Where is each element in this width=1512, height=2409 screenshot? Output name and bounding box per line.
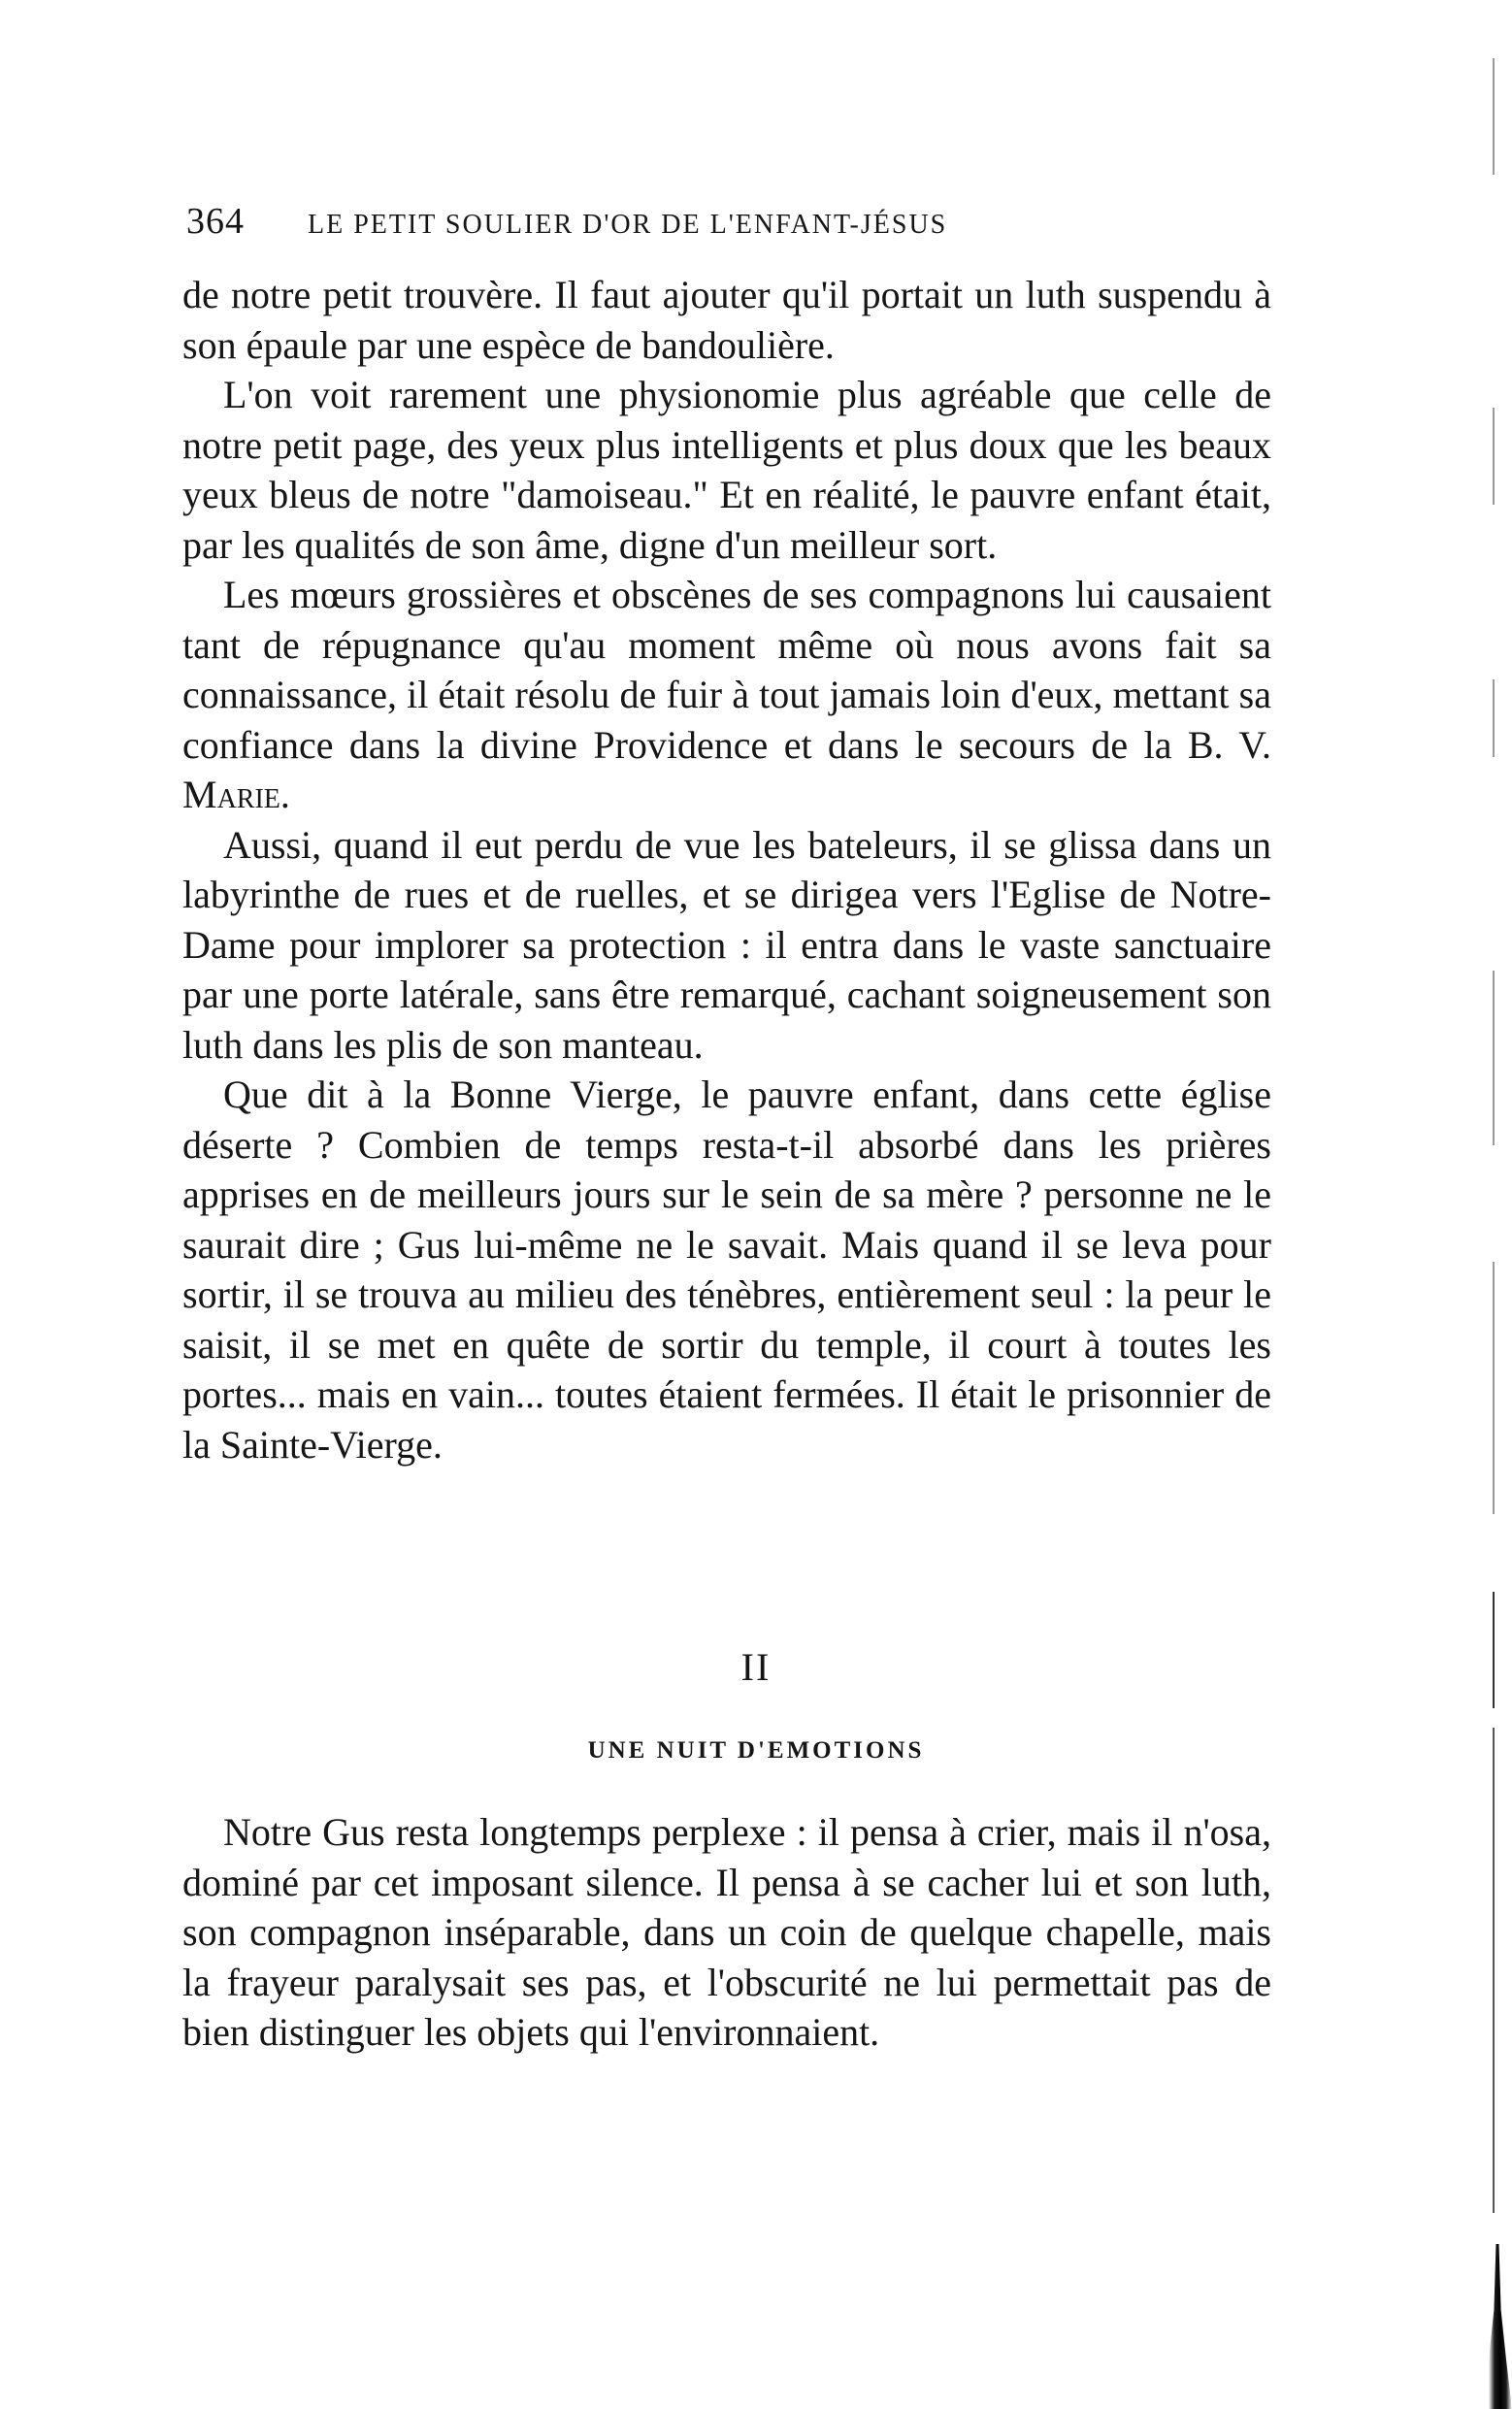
name-marie: Marie. (182, 773, 290, 816)
paragraph: Que dit à la Bonne Vierge, le pauvre enfant, dans cette église déserte ? Combien de temps resta-t-il absorbé dans les prières apprises en de meilleurs jours sur le sein de sa mère ? personne ne le saurait dire ; Gus lui-même ne le savait. Mais quand il se leva pour sortir, il se trouva au milieu des ténèbres, entièrement seul : la peur le saisit, il se met en quête de sortir du temple, il court à toutes les portes... mais en vain... toutes étaient fermées. Il était le prisonnier de la Sainte-Vierge. (182, 1072, 1271, 1467)
running-head (186, 200, 1234, 243)
running-title: LE PETIT SOULIER D'OR DE L'ENFANT-JÉSUS (308, 210, 948, 240)
section-number: II (740, 1645, 772, 1689)
section-title: UNE NUIT D'EMOTIONS (587, 1737, 925, 1764)
section-text (182, 1807, 1271, 2058)
page-number: 364 (186, 201, 245, 242)
paragraph-text: Les mœurs grossières et obscènes de ses compagnons lui causaient tant de répugnance qu'au moment même où nous avons fait sa connaissance, il était résolu de fuir à tout jamais loin d'eux, mettant sa confiance dans la divine Providence et dans le secours de la B. V. (182, 573, 1271, 767)
paragraph: Notre Gus resta longtemps perplexe : il pensa à crier, mais il n'osa, dominé par cet imposant silence. Il pensa à se cacher lui et son luth, son compagnon inséparable, dans un coin de quelque chapelle, mais la frayeur paralysait ses pas, et l'obscurité ne lui permettait pas de bien distinguer les objets qui l'environnaient. (182, 1810, 1271, 2054)
paragraph: de notre petit trouvère. Il faut ajouter qu'il portait un luth suspendu à son épaule par une espèce de bandoulière. (182, 273, 1271, 367)
main-text (182, 270, 1271, 1469)
paragraph (182, 570, 1271, 820)
page-edge-shadow (1483, 2244, 1512, 2409)
paragraph: Aussi, quand il eut perdu de vue les bateleurs, il se glissa dans un labyrinthe de rues et de ruelles, et se dirigea vers l'Eglise de Notre-Dame pour implorer sa protection : il entra dans le vaste sanctuaire par une porte latérale, sans être remarqué, cachant soigneusement son luth dans les plis de son manteau. (182, 822, 1271, 1067)
scanned-page-edge (1483, 0, 1512, 2409)
paragraph: L'on voit rarement une physionomie plus agréable que celle de notre petit page, des yeux plus intelligents et plus doux que les beaux yeux bleus de notre "damoiseau." Et en réalité, le pauvre enfant était, par les qualités de son âme, digne d'un meilleur sort. (182, 373, 1271, 567)
